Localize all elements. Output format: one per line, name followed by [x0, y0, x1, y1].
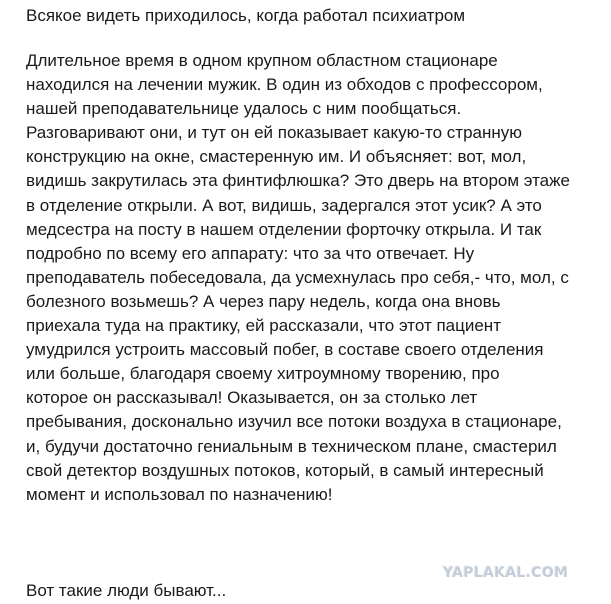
body-line: находился на лечении мужик. В один из обходов с профессором,	[26, 75, 543, 95]
body-line: умудрился устроить массовый побег, в составе своего отделения	[26, 340, 544, 360]
site-watermark: YAPLAKAL.COM	[443, 565, 569, 581]
body-line: приехала туда на практику, ей рассказали, что этот пациент	[26, 316, 501, 336]
body-line: которое он рассказывал! Оказывается, он за столько лет	[26, 388, 478, 408]
post-title: Всякое видеть приходилось, когда работал психиатром	[26, 6, 466, 25]
body-line: подробно по всему его аппарату: что за что отвечает. Ну	[26, 243, 475, 263]
body-line: пребывания, досконально изучил все потоки воздуха в стационаре,	[26, 412, 562, 432]
closing-line: Вот такие люди бывают...	[26, 581, 227, 600]
body-line: момент и использовал по назначению!	[26, 484, 333, 504]
body-line: в отделение открыли. А вот, видишь, задергался этот усик? А это	[26, 195, 542, 215]
body-line: болезного возьмешь? А через пару недель, когда она вновь	[26, 291, 501, 311]
body-line: нашей преподавательнице удалось с ним пообщаться.	[26, 99, 462, 119]
body-line: конструкцию на окне, смастеренную им. И объясняет: вот, мол,	[26, 147, 527, 167]
body-line: или больше, благодаря своему хитроумному творению, про	[26, 364, 500, 384]
body-line: и, будучи достаточно гениальным в техническом плане, смастерил	[26, 436, 557, 456]
body-line: свой детектор воздушных потоков, который, в самый интересный	[26, 460, 544, 480]
body-line: Разговаривают они, и тут он ей показывает какую-то странную	[26, 123, 523, 143]
body-line: Длительное время в одном крупном областном стационаре	[26, 51, 498, 70]
body-line: медсестра на посту в нашем отделении форточку открыла. И так	[26, 219, 542, 239]
post-body	[26, 49, 606, 507]
body-line: видишь закрутилась эта финтифлюшка? Это дверь на втором этаже	[26, 171, 570, 191]
body-line: преподаватель побеседовала, да усмехнулась про себя,- что, мол, с	[26, 267, 569, 287]
